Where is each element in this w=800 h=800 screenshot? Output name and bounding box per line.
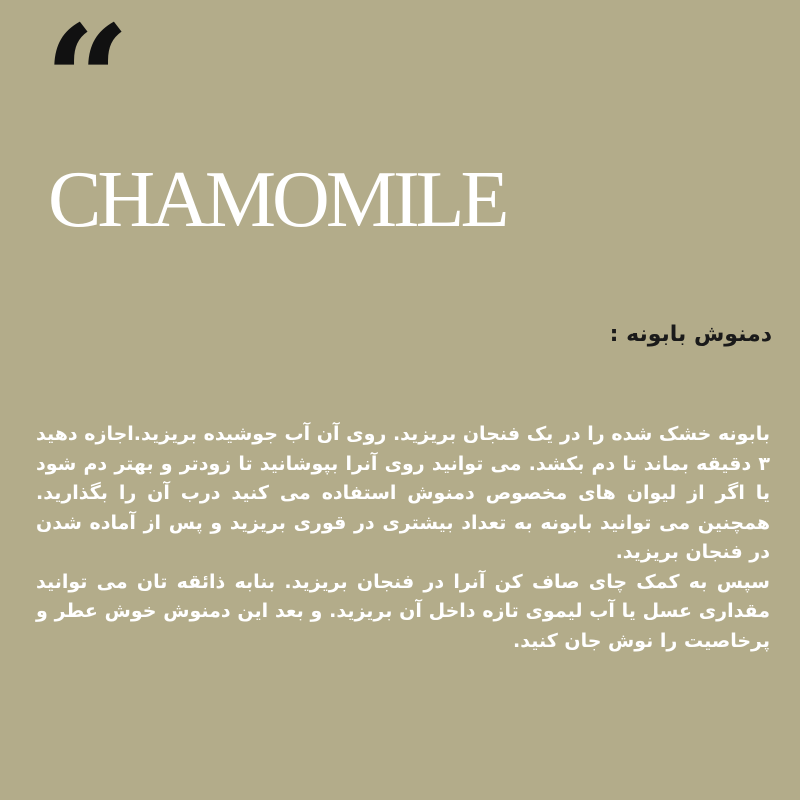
recipe-body xyxy=(36,420,770,656)
paragraph-1: بابونه خشک شده را در یک فنجان بریزید. روی آن آب جوشیده بریزید.اجازه دهید ۳ دقیقه بماند تا دم بکشد. می توانید روی آنرا بپوشانید تا زودتر و بهتر دم شود یا اگر از لیوان های مخصوص دمنوش استفاده می کنید درب آن را بگذارید. همچنین می توانید بابونه به تعداد بیشتری در قوری بریزید و پس از آماده شدن در فنجان بریزید. xyxy=(36,423,770,563)
section-heading: دمنوش بابونه : xyxy=(609,322,772,347)
quote-mark-icon: “ xyxy=(44,0,125,169)
page-title: CHAMOMILE xyxy=(48,156,506,244)
paragraph-2: سپس به کمک چای صاف کن آنرا در فنجان بریزید. بنابه ذائقه تان می توانید مقداری عسل یا آب لیموی تازه داخل آن بریزید. و بعد این دمنوش خوش عطر و پرخاصیت را نوش جان کنید. xyxy=(36,570,770,652)
